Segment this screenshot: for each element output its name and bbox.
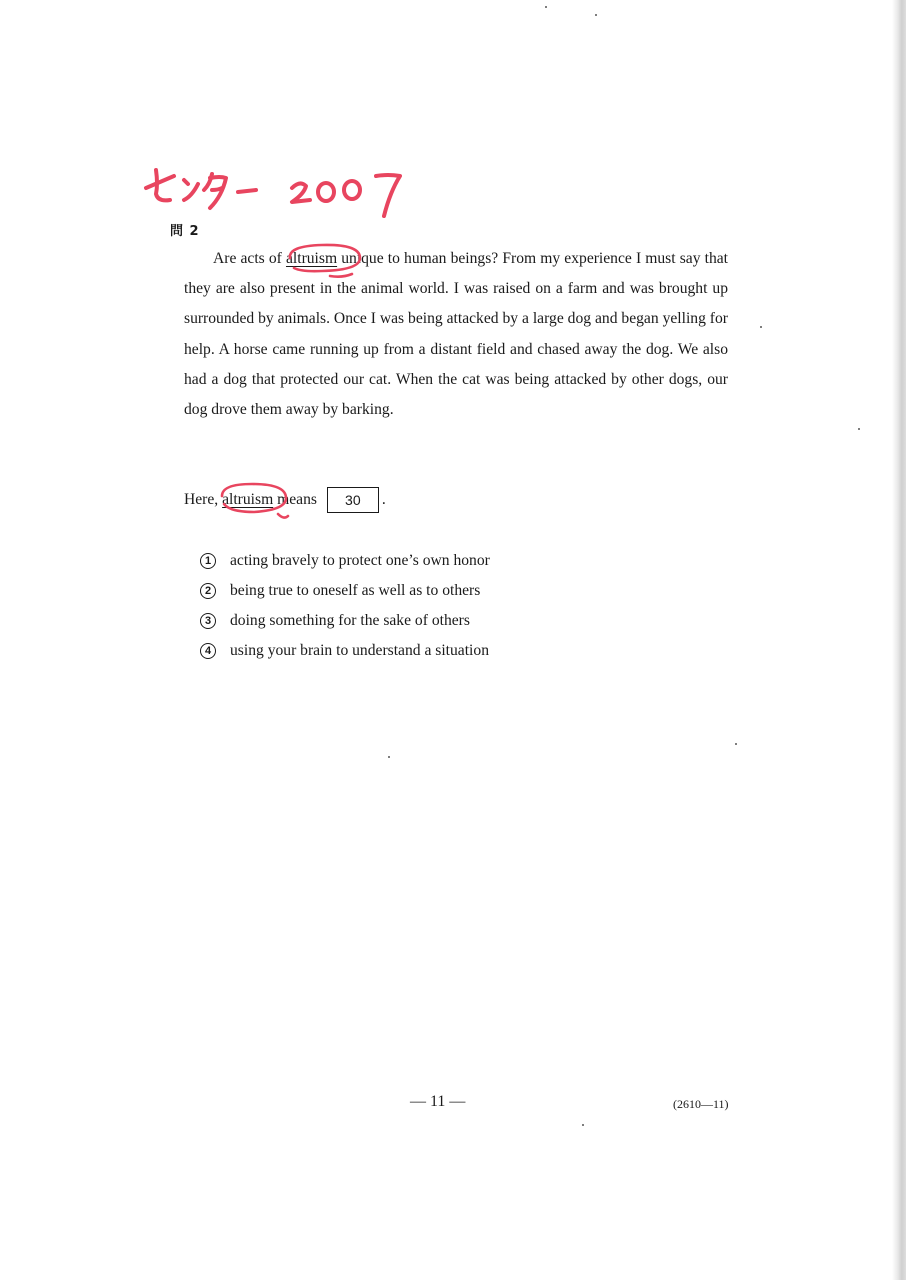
scan-speck <box>760 326 762 328</box>
choice-number-2: 2 <box>200 583 216 599</box>
prompt-end: . <box>381 491 386 508</box>
page-code: (2610—11) <box>673 1097 729 1111</box>
scan-edge-shadow <box>892 0 906 1280</box>
choice-text-3: doing something for the sake of others <box>230 612 470 629</box>
passage-rest: unique to human beings? From my experience I must say that they are also present in the animal world. I was raised on a farm and was brought up surrounded by animals. Once I was being attacked by a large dog and began yelling for help. A horse came running up from a distant field and chased away the dog. We also had a dog that protected our cat. When the cat was being attacked by other dogs, our dog drove them away by barking. <box>184 250 728 419</box>
prompt-word: altruism <box>222 491 274 508</box>
choice-item-2[interactable] <box>200 576 490 606</box>
prompt-after: means <box>273 491 321 508</box>
scan-speck <box>858 428 860 430</box>
scan-speck <box>388 756 390 758</box>
prompt-line <box>184 486 386 514</box>
choice-item-3[interactable] <box>200 606 490 636</box>
prompt-before: Here, <box>184 491 223 508</box>
choice-text-4: using your brain to understand a situation <box>230 642 489 659</box>
choice-list <box>200 546 490 666</box>
choice-number-3: 3 <box>200 613 216 629</box>
scan-speck <box>582 1124 584 1126</box>
choice-number-1: 1 <box>200 553 216 569</box>
question-label: 問 2 <box>170 224 200 239</box>
choice-text-1: acting bravely to protect one’s own honor <box>230 552 490 569</box>
passage-start: Are acts of <box>213 250 286 267</box>
choice-item-4[interactable] <box>200 636 490 666</box>
choice-text-2: being true to oneself as well as to others <box>230 582 481 599</box>
choice-number-4: 4 <box>200 643 216 659</box>
handwritten-note-image <box>140 162 420 222</box>
scan-speck <box>545 6 547 8</box>
passage <box>184 244 728 425</box>
scan-speck <box>595 14 597 16</box>
choice-item-1[interactable] <box>200 546 490 576</box>
page-number: — 11 — <box>410 1093 466 1110</box>
target-word: altruism <box>285 250 338 267</box>
answer-box[interactable]: 30 <box>327 487 379 513</box>
scan-speck <box>735 743 737 745</box>
